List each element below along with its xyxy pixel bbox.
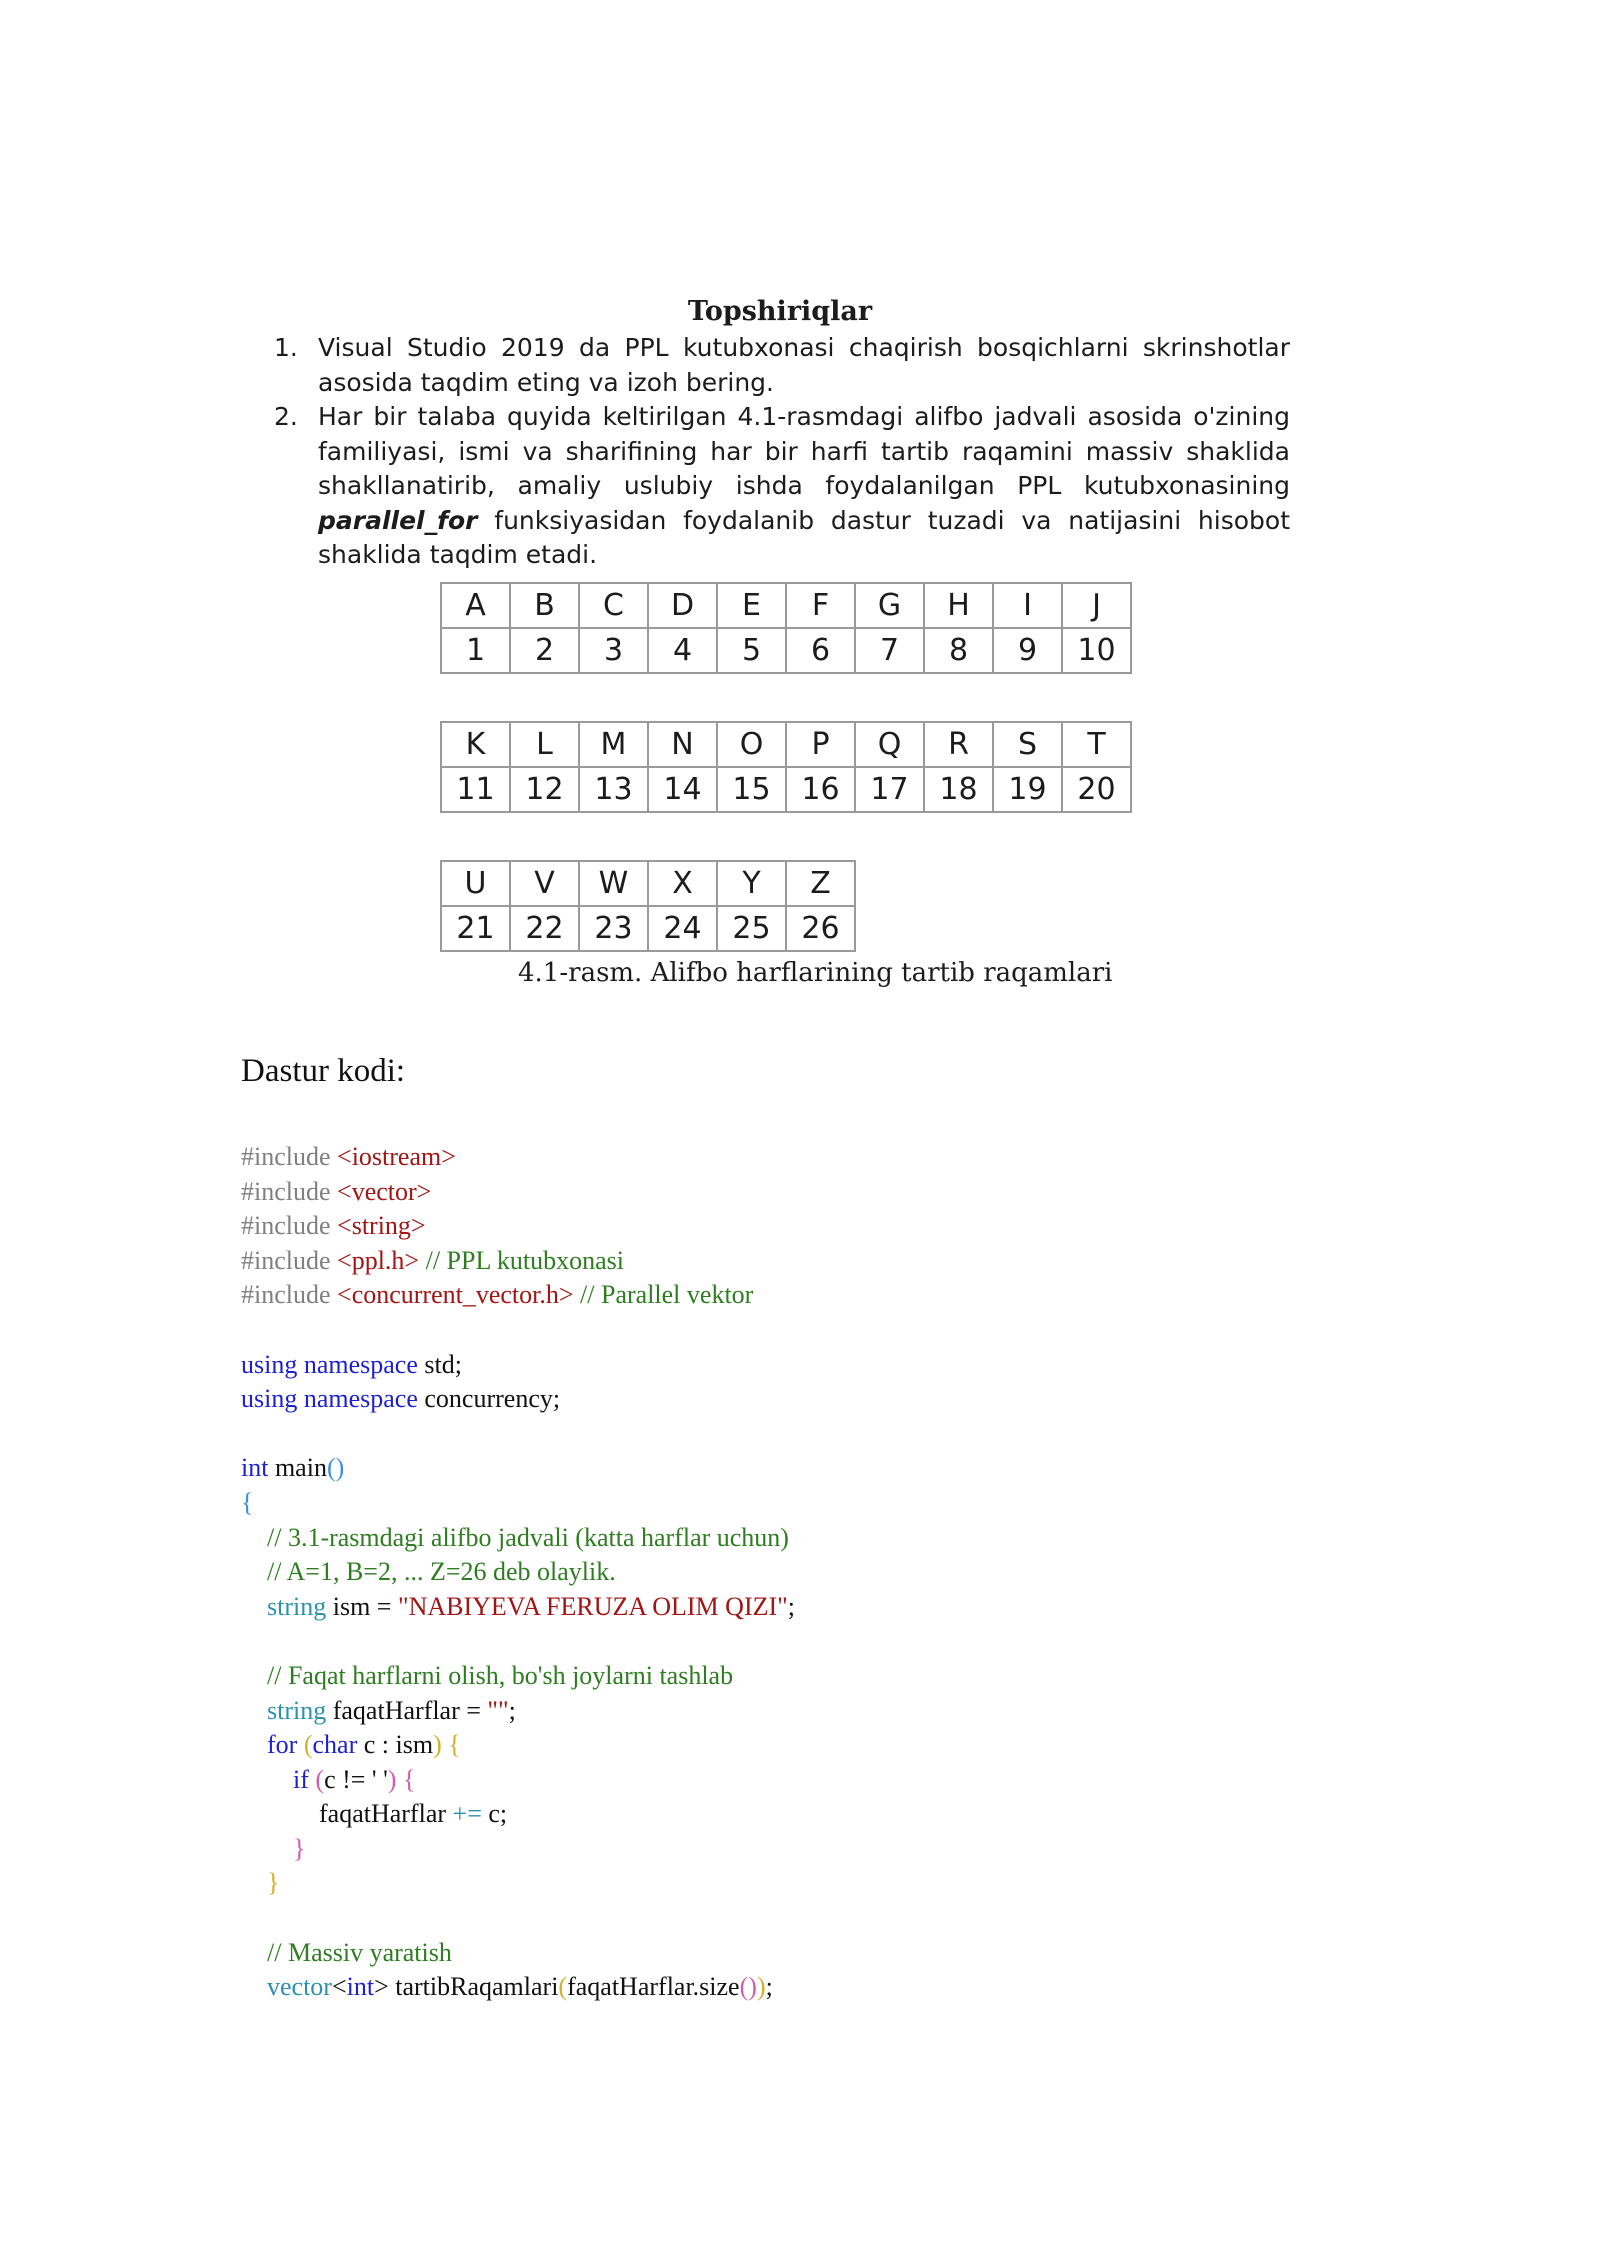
task-item-number: 1. [274, 333, 298, 362]
letter-cell: I [993, 583, 1062, 628]
letter-cell: W [579, 861, 648, 906]
number-row [441, 767, 1131, 812]
alphabet-table-3 [440, 860, 856, 952]
code-token [241, 1868, 267, 1897]
task-item-text: funksiyasidan foydalanib dastur tuzadi va natijasini hisobot shaklida taqdim etadi. [318, 505, 1290, 569]
code-token: <iostream> [337, 1142, 456, 1171]
letter-cell: U [441, 861, 510, 906]
letter-cell: L [510, 722, 579, 767]
code-token: } [293, 1833, 306, 1863]
code-token: namespace [303, 1349, 418, 1379]
letter-cell: J [1062, 583, 1131, 628]
code-token: // Faqat harflarni olish, bo'sh joylarni tashlab [267, 1660, 734, 1690]
number-cell: 15 [717, 767, 786, 812]
number-row [441, 628, 1131, 673]
code-token: ism = [326, 1591, 398, 1621]
letter-cell: N [648, 722, 717, 767]
letter-cell: Z [786, 861, 855, 906]
code-token: < [331, 1972, 347, 2002]
number-cell: 5 [717, 628, 786, 673]
code-line [241, 1417, 795, 1452]
code-heading: Dastur kodi: [241, 1053, 406, 1089]
number-cell: 19 [993, 767, 1062, 812]
letter-cell: Q [855, 722, 924, 767]
code-token: "" [487, 1695, 509, 1725]
task-title: Topshiriqlar [687, 296, 873, 327]
task-section [270, 296, 1290, 573]
code-token: #include [241, 1211, 338, 1241]
letter-cell: H [924, 583, 993, 628]
code-token: // Massiv yaratish [267, 1937, 452, 1967]
code-line [241, 1797, 795, 1832]
task-item-2 [270, 400, 1290, 573]
number-cell: 23 [579, 906, 648, 951]
letter-cell: S [993, 722, 1062, 767]
alphabet-table-1 [440, 582, 1132, 674]
function-name: parallel_for [318, 505, 478, 535]
code-token: #include [241, 1280, 338, 1310]
number-cell: 12 [510, 767, 579, 812]
code-token: <vector> [337, 1176, 432, 1206]
code-line [241, 1451, 795, 1486]
code-line [241, 1313, 795, 1348]
code-token: int [241, 1453, 269, 1483]
letter-cell: B [510, 583, 579, 628]
code-token: // A=1, B=2, ... Z=26 deb olaylik. [267, 1557, 616, 1587]
letter-cell: T [1062, 722, 1131, 767]
code-line [241, 1209, 795, 1244]
code-line [241, 1763, 795, 1798]
code-token: c != ' ' [324, 1764, 388, 1794]
code-token: main [268, 1453, 327, 1483]
code-token: ) [387, 1764, 397, 1794]
code-line [241, 1175, 795, 1210]
code-token [241, 1972, 267, 2001]
number-cell: 8 [924, 628, 993, 673]
letter-cell: E [717, 583, 786, 628]
number-cell: 3 [579, 628, 648, 673]
code-line [241, 1901, 795, 1936]
code-token: for [267, 1730, 298, 1760]
code-line [241, 1244, 795, 1279]
code-token: faqatHarflar.size [567, 1972, 740, 2002]
task-item-1 [270, 331, 1290, 400]
code-token [241, 1661, 267, 1690]
letter-cell: C [579, 583, 648, 628]
letter-cell: G [855, 583, 924, 628]
code-token: #include [241, 1176, 338, 1206]
code-token [241, 1834, 293, 1863]
code-token: #include [241, 1142, 338, 1171]
code-token [241, 1730, 267, 1759]
letter-row [441, 722, 1131, 767]
letter-cell: M [579, 722, 648, 767]
code-line [241, 1590, 795, 1625]
code-token: #include [241, 1245, 338, 1275]
code-token: c : ism [357, 1730, 434, 1760]
code-token: using [241, 1349, 298, 1379]
code-token: += [452, 1799, 482, 1829]
code-line [241, 1382, 795, 1417]
code-line [241, 1728, 795, 1763]
number-row [441, 906, 855, 951]
code-token: ) [756, 1972, 766, 2002]
letter-cell: A [441, 583, 510, 628]
task-item-text: Visual Studio 2019 da PPL kutubxonasi chaqirish bosqichlarni skrinshotlar asosida taqdim eting va izoh bering. [318, 333, 1290, 397]
number-cell: 1 [441, 628, 510, 673]
code-token: ; [787, 1591, 795, 1621]
code-token: > tartibRaqamlari [374, 1972, 559, 2002]
letter-cell: Y [717, 861, 786, 906]
code-token: int [346, 1972, 375, 2002]
number-cell: 2 [510, 628, 579, 673]
number-cell: 13 [579, 767, 648, 812]
code-token [241, 1765, 293, 1794]
code-token: char [312, 1730, 358, 1760]
code-token: // 3.1-rasmdagi alifbo jadvali (katta harflar uchun) [267, 1522, 789, 1552]
code-token: faqatHarflar = [326, 1695, 488, 1725]
code-token: <ppl.h> [337, 1245, 420, 1275]
code-line [241, 1970, 795, 2005]
code-token: () [739, 1972, 757, 2002]
letter-row [441, 861, 855, 906]
code-token: c; [481, 1799, 508, 1829]
code-line [241, 1521, 795, 1556]
code-token: if [293, 1764, 309, 1794]
number-cell: 10 [1062, 628, 1131, 673]
number-cell: 25 [717, 906, 786, 951]
code-token: <string> [337, 1211, 426, 1241]
code-token: { [402, 1764, 416, 1794]
number-cell: 16 [786, 767, 855, 812]
code-token [241, 1557, 267, 1586]
code-token: ( [558, 1972, 568, 2002]
code-token: "NABIYEVA FERUZA OLIM QIZI" [397, 1591, 788, 1621]
code-token: // Parallel vektor [573, 1280, 754, 1310]
figure-caption: 4.1-rasm. Alifbo harflarining tartib raqamlari [518, 958, 1113, 988]
letter-cell: R [924, 722, 993, 767]
code-token: ) [433, 1730, 442, 1760]
code-line [241, 1278, 795, 1313]
alphabet-table-2 [440, 721, 1132, 813]
code-line [241, 1832, 795, 1867]
number-cell: 18 [924, 767, 993, 812]
code-token: string [267, 1591, 327, 1621]
number-cell: 22 [510, 906, 579, 951]
letter-cell: K [441, 722, 510, 767]
letter-cell: V [510, 861, 579, 906]
code-line [241, 1659, 795, 1694]
number-cell: 20 [1062, 767, 1131, 812]
code-line [241, 1936, 795, 1971]
task-list [270, 331, 1290, 573]
number-cell: 14 [648, 767, 717, 812]
code-token: ; [508, 1695, 516, 1725]
code-token [241, 1938, 267, 1967]
code-token: { [241, 1487, 254, 1517]
code-token: () [326, 1453, 345, 1483]
letter-cell: F [786, 583, 855, 628]
code-line [241, 1555, 795, 1590]
code-token: ; [765, 1972, 773, 2002]
code-token: using [241, 1384, 298, 1414]
number-cell: 9 [993, 628, 1062, 673]
letter-cell: O [717, 722, 786, 767]
number-cell: 11 [441, 767, 510, 812]
code-token [241, 1696, 267, 1725]
code-token: // PPL kutubxonasi [419, 1245, 624, 1275]
code-token: faqatHarflar [241, 1799, 453, 1829]
letter-cell: X [648, 861, 717, 906]
code-token: vector [267, 1972, 332, 2002]
code-line [241, 1486, 795, 1521]
number-cell: 24 [648, 906, 717, 951]
code-line [241, 1140, 795, 1175]
code-line [241, 1694, 795, 1729]
code-token: ( [315, 1764, 325, 1794]
code-token: std; [417, 1349, 462, 1379]
number-cell: 6 [786, 628, 855, 673]
code-token: concurrency; [417, 1384, 561, 1414]
code-line [241, 1348, 795, 1383]
code-token: ( [303, 1730, 313, 1760]
code-line [241, 1866, 795, 1901]
code-token [241, 1523, 267, 1552]
code-token: string [267, 1695, 327, 1725]
letter-cell: D [648, 583, 717, 628]
task-item-text: Har bir talaba quyida keltirilgan 4.1-rasmdagi alifbo jadvali asosida o'zining familiyasi, ismi va sharifining har bir harfi tartib raqamini massiv shaklida shakllanatirib, amaliy uslubiy ishda foydalanilgan PPL kutubxonasining [318, 402, 1290, 500]
task-item-number: 2. [274, 402, 298, 431]
letter-row [441, 583, 1131, 628]
code-token: <concurrent_vector.h> [337, 1280, 574, 1310]
code-line [241, 1624, 795, 1659]
code-token [241, 1592, 267, 1621]
letter-cell: P [786, 722, 855, 767]
number-cell: 21 [441, 906, 510, 951]
number-cell: 26 [786, 906, 855, 951]
code-token: { [448, 1730, 461, 1760]
number-cell: 17 [855, 767, 924, 812]
number-cell: 4 [648, 628, 717, 673]
number-cell: 7 [855, 628, 924, 673]
code-token: } [267, 1868, 280, 1898]
code-token: namespace [303, 1384, 418, 1414]
code-block [241, 1140, 795, 2005]
